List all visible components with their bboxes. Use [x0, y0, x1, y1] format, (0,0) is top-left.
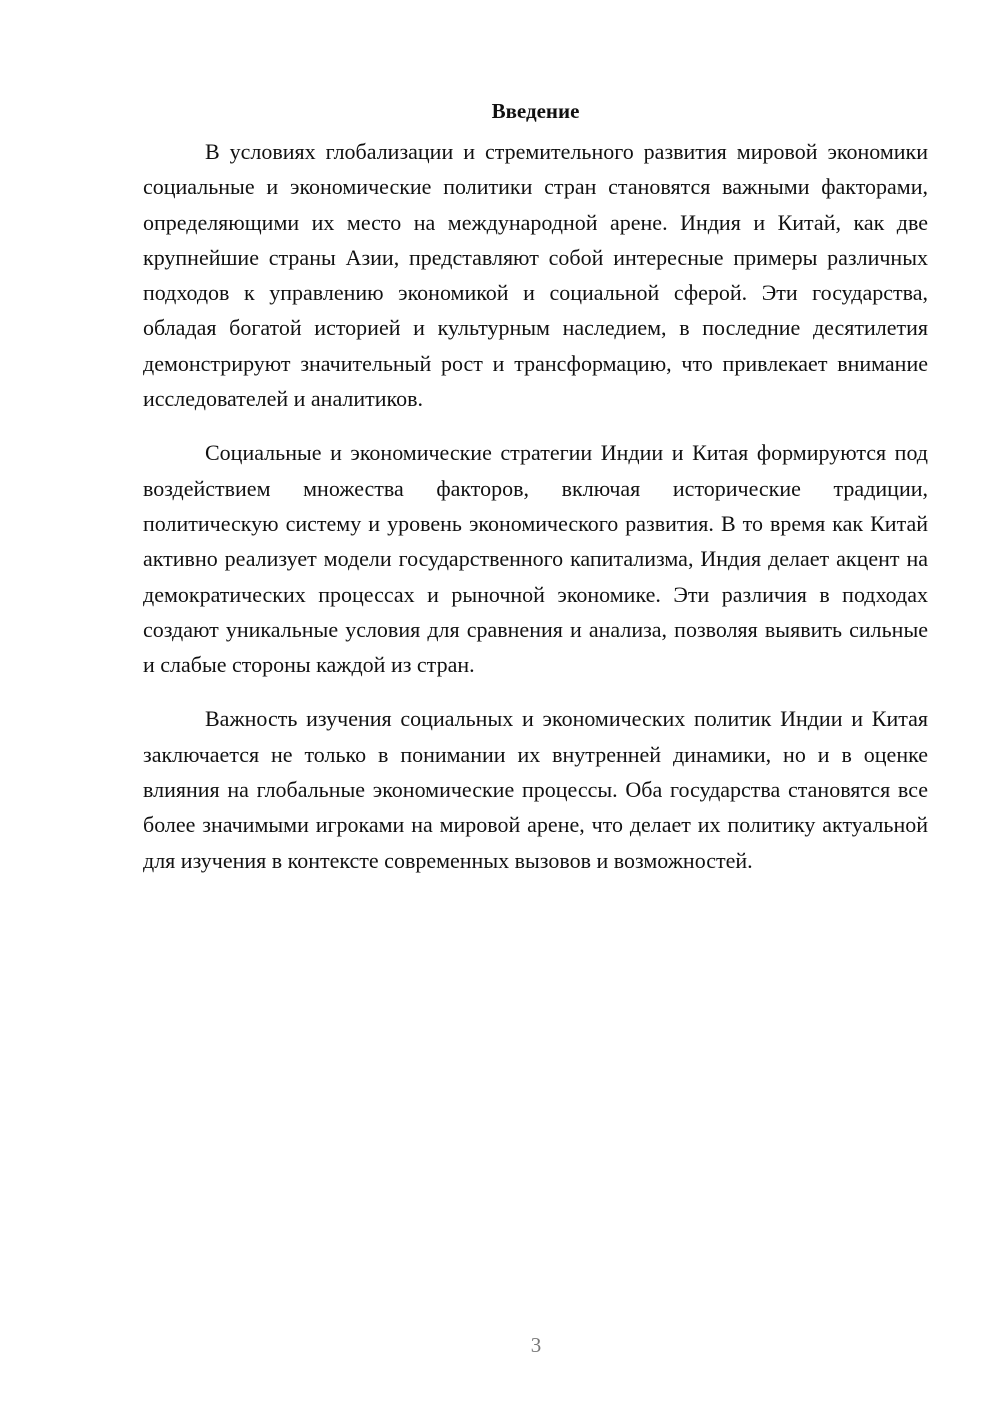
page-content — [143, 93, 928, 897]
paragraph: Социальные и экономические стратегии Индии и Китая формируются под воздействием множества факторов, включая исторические традиции, политическую систему и уровень экономического развития. В то время как Китай активно реализует модели государственного капитализма, Индия делает акцент на демократических процессах и рыночной экономике. Эти различия в подходах создают уникальные условия для сравнения и анализа, позволяя выявить сильные и слабые стороны каждой из стран. — [143, 440, 928, 678]
paragraph: В условиях глобализации и стремительного развития мировой экономики социальные и экономические политики стран становятся важными факторами, определяющими их место на международной арене. Индия и Китай, как две крупнейшие страны Азии, представляют собой интересные примеры различных подходов к управлению экономикой и социальной сферой. Эти государства, обладая богатой историей и культурным наследием, в последние десятилетия демонстрируют значительный рост и трансформацию, что привлекает внимание исследователей и аналитиков. — [143, 139, 928, 412]
section-title: Введение — [491, 99, 580, 123]
page-number: 3 — [530, 1333, 542, 1357]
paragraph: Важность изучения социальных и экономических политик Индии и Китая заключается не только в понимании их внутренней динамики, но и в оценке влияния на глобальные экономические процессы. Оба государства становятся все более значимыми игроками на мировой арене, что делает их политику актуальной для изучения в контексте современных вызовов и возможностей. — [143, 706, 928, 873]
